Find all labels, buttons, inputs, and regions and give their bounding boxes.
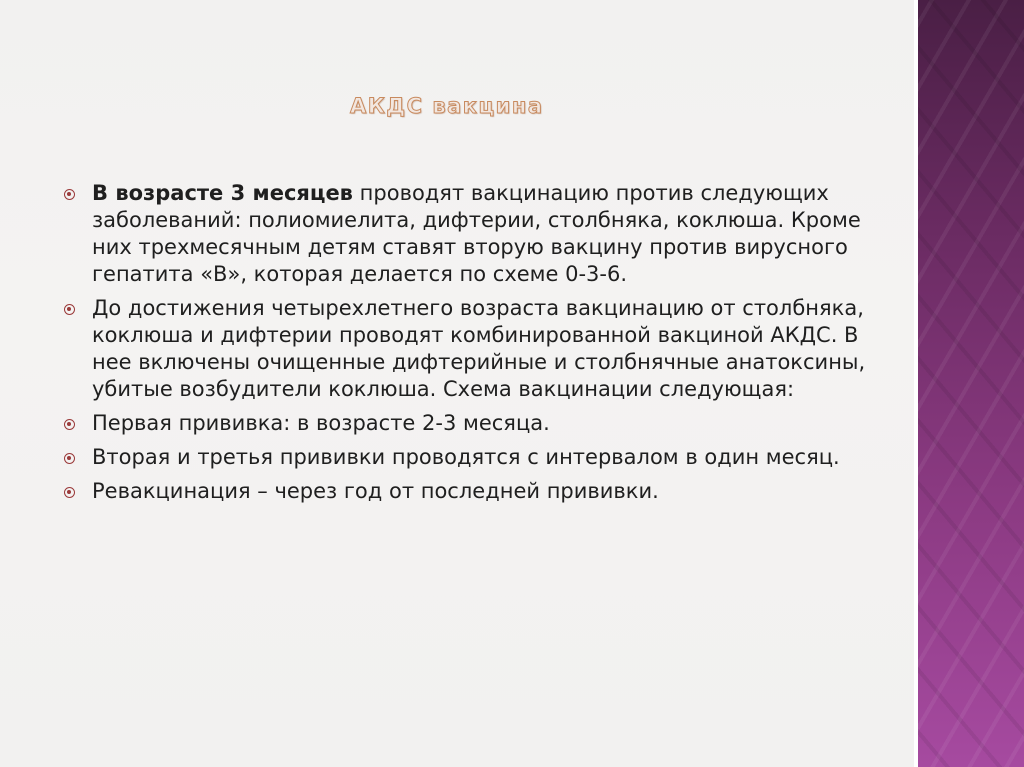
bullet-body-text: проводят вакцинацию против следующих заболеваний: полиомиелита, дифтерии, столбняка, коклюша. Кроме них трехмесячным детям ставят вторую вакцину против вирусного гепатита «В», которая делается по схеме 0-3-6. (92, 181, 861, 286)
decorative-side-panel (918, 0, 1024, 767)
bullet-icon (64, 304, 75, 315)
slide-title: АКДС вакцина (350, 94, 544, 118)
bullet-icon (64, 189, 75, 200)
bullet-item (64, 410, 884, 437)
bullet-bold-text: В возрасте 3 месяцев (92, 181, 353, 205)
bullet-item (64, 444, 884, 471)
bullet-text: Ревакцинация – через год от последней прививки. (92, 479, 659, 503)
bullet-icon (64, 487, 75, 498)
bullet-item (64, 180, 884, 288)
bullet-icon (64, 419, 75, 430)
bullet-text: До достижения четырехлетнего возраста вакцинацию от столбняка, коклюша и дифтерии проводят комбинированной вакциной АКДС. В нее включены очищенные дифтерийные и столбнячные анатоксины, убитые возбудители коклюша. Схема вакцинации следующая: (92, 296, 866, 401)
bullet-list (64, 180, 884, 512)
bullet-text (92, 181, 861, 286)
bullet-item (64, 478, 884, 505)
bullet-item (64, 295, 884, 403)
bullet-text: Первая прививка: в возрасте 2-3 месяца. (92, 411, 550, 435)
bullet-icon (64, 453, 75, 464)
bullet-text: Вторая и третья прививки проводятся с интервалом в один месяц. (92, 445, 840, 469)
